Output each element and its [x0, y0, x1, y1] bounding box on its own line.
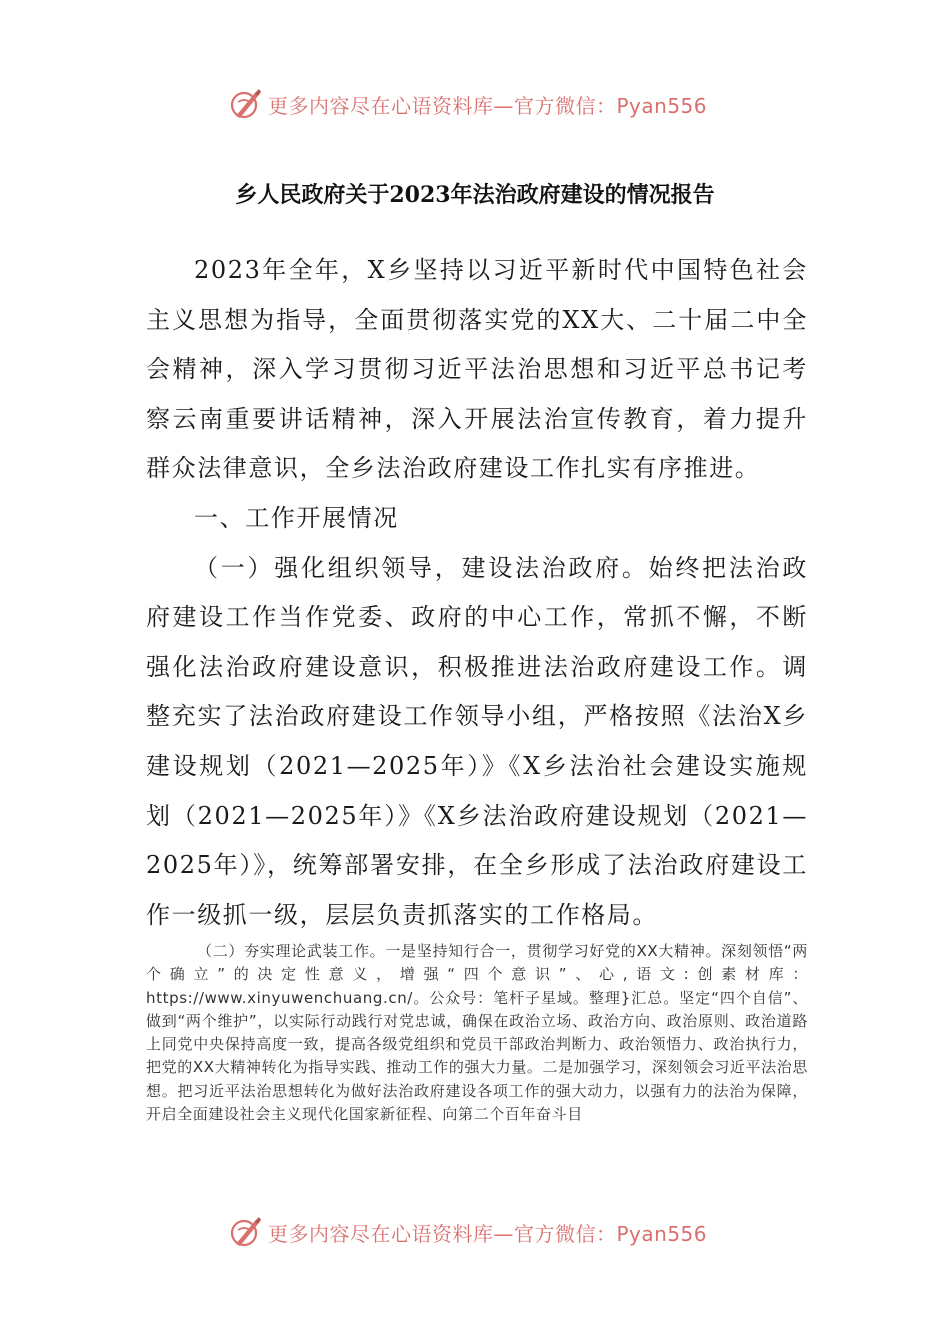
watermark-text: 更多内容尽在心语资料库—官方微信：Pyan556 [268, 93, 708, 118]
intro-paragraph: 2023年全年，X乡坚持以习近平新时代中国特色社会主义思想为指导，全面贯彻落实党的XX大、二十届二中全会精神，深入学习贯彻习近平法治思想和习近平总书记考察云南重要讲话精神，深入开展法治宣传教育，着力提升群众法律意识，全乡法治政府建设工作扎实有序推进。 [146, 256, 808, 483]
small-paragraph: （二）夯实理论武装工作。一是坚持知行合一，贯彻学习好党的XX大精神。深刻领悟“两个确立”的决定性意义，增强“四个意识”、心,语文:创素材库：https://www.xinyuwenchuang.cn/。公众号：笔杆子星域。整理}汇总。坚定“四个自信”、做到“两个维护”，以实际行动践行对党忠诚，确保在政治立场、政治方向、政治原则、政治道路上同党中央保持高度一致，提高各级党组织和党员干部政治判断力、政治领悟力、政治执行力，把党的XX大精神转化为指导实践、推动工作的强大力量。二是加强学习，深刻领会习近平法治思想。把习近平法治思想转化为做好法治政府建设各项工作的强大动力，以强有力的法治为保障，开启全面建设社会主义现代化国家新征程、向第二个百年奋斗目 [146, 942, 808, 1124]
watermark-banner-top [228, 84, 707, 124]
document-small-body [146, 940, 808, 1126]
page-title: 乡人民政府关于2023年法治政府建设的情况报告 [235, 182, 715, 208]
watermark-text: 更多内容尽在心语资料库—官方微信：Pyan556 [268, 1221, 708, 1246]
document-body [146, 246, 808, 940]
watermark-banner-bottom [228, 1212, 707, 1252]
pen-logo-icon [228, 1214, 264, 1250]
section-heading: 一、工作开展情况 [194, 503, 399, 532]
section-paragraph: （一）强化组织领导，建设法治政府。始终把法治政府建设工作当作党委、政府的中心工作，常抓不懈，不断强化法治政府建设意识，积极推进法治政府建设工作。调整充实了法治政府建设工作领导小组，严格按照《法治X乡建设规划（2021—2025年）》《X乡法治社会建设实施规划（2021—2025年）》《X乡法治政府建设规划（2021—2025年）》，统筹部署安排，在全乡形成了法治政府建设工作一级抓一级，层层负责抓落实的工作格局。 [146, 553, 808, 929]
pen-logo-icon [228, 86, 264, 122]
